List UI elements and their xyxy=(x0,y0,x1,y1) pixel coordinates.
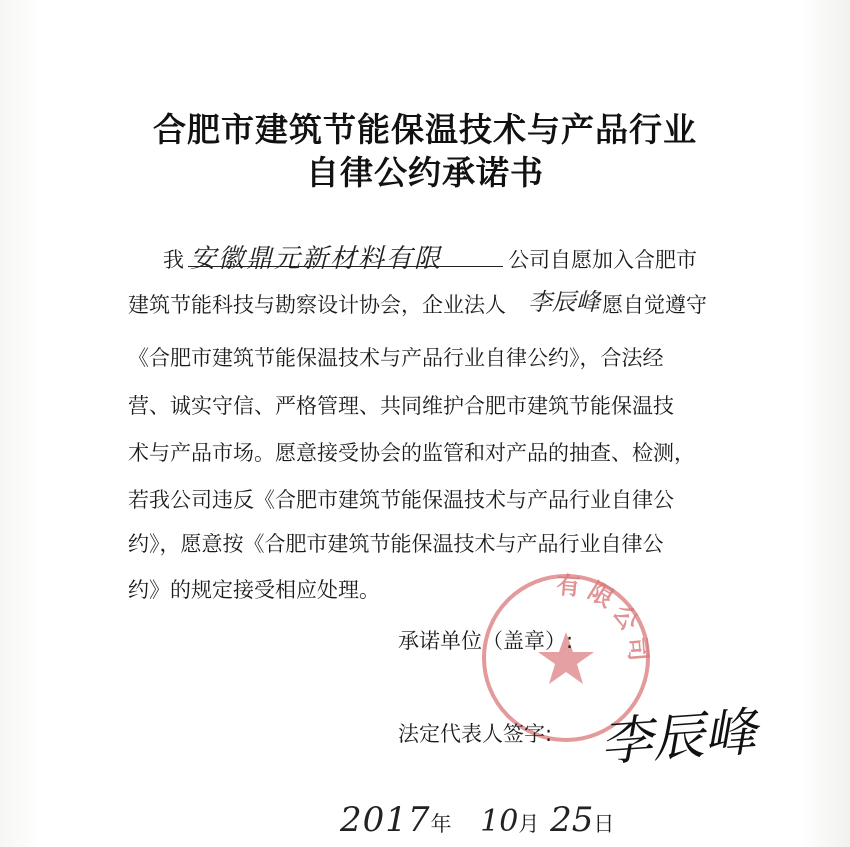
date-month-unit: 月 xyxy=(518,812,540,836)
date-year-unit: 年 xyxy=(430,812,452,836)
pledge-unit-label: 承诺单位（盖章）: xyxy=(398,629,574,653)
date-month: 10 xyxy=(480,804,519,839)
date-day: 25 xyxy=(550,800,594,840)
handwritten-company-name: 安徽鼎元新材料有限 xyxy=(190,244,443,274)
paragraph-line-6: 若我公司违反《合肥市建筑节能保温技术与产品行业自律公 xyxy=(128,488,674,512)
paragraph-line-4: 营、诚实守信、严格管理、共同维护合肥市建筑节能保温技 xyxy=(128,394,674,418)
paragraph-line-7: 约》，愿意按《合肥市建筑节能保温技术与产品行业自律公 xyxy=(128,532,664,556)
date-day-unit: 日 xyxy=(593,812,615,836)
handwritten-legal-person: 李辰峰 xyxy=(528,288,600,316)
paragraph-line-5: 术与产品市场。愿意接受协会的监管和对产品的抽查、检测， xyxy=(128,441,695,465)
paragraph-line-8: 约》的规定接受相应处理。 xyxy=(128,578,380,602)
legal-rep-signature: 李辰峰 xyxy=(598,702,759,774)
date-line xyxy=(340,800,614,840)
company-name-underline xyxy=(188,266,503,267)
paragraph-prefix: 我 xyxy=(163,248,184,272)
paragraph-line-1-suffix: 公司自愿加入合肥市 xyxy=(508,248,697,272)
paragraph-line-1 xyxy=(163,244,184,274)
paragraph-line-2-suffix: 愿自觉遵守 xyxy=(602,293,707,317)
document-title-line2: 自律公约承诺书 xyxy=(306,153,544,192)
date-year: 2017 xyxy=(340,800,431,840)
legal-rep-signature-label: 法定代表人签字: xyxy=(398,722,553,746)
seal-text: 有限公司 xyxy=(555,571,653,669)
paragraph-line-3: 《合肥市建筑节能保温技术与产品行业自律公约》，合法经 xyxy=(128,346,664,370)
paragraph-line-2-prefix: 建筑节能科技与勘察设计协会，企业法人 xyxy=(128,293,506,317)
document-title-line1: 合肥市建筑节能保温技术与产品行业 xyxy=(153,110,697,149)
